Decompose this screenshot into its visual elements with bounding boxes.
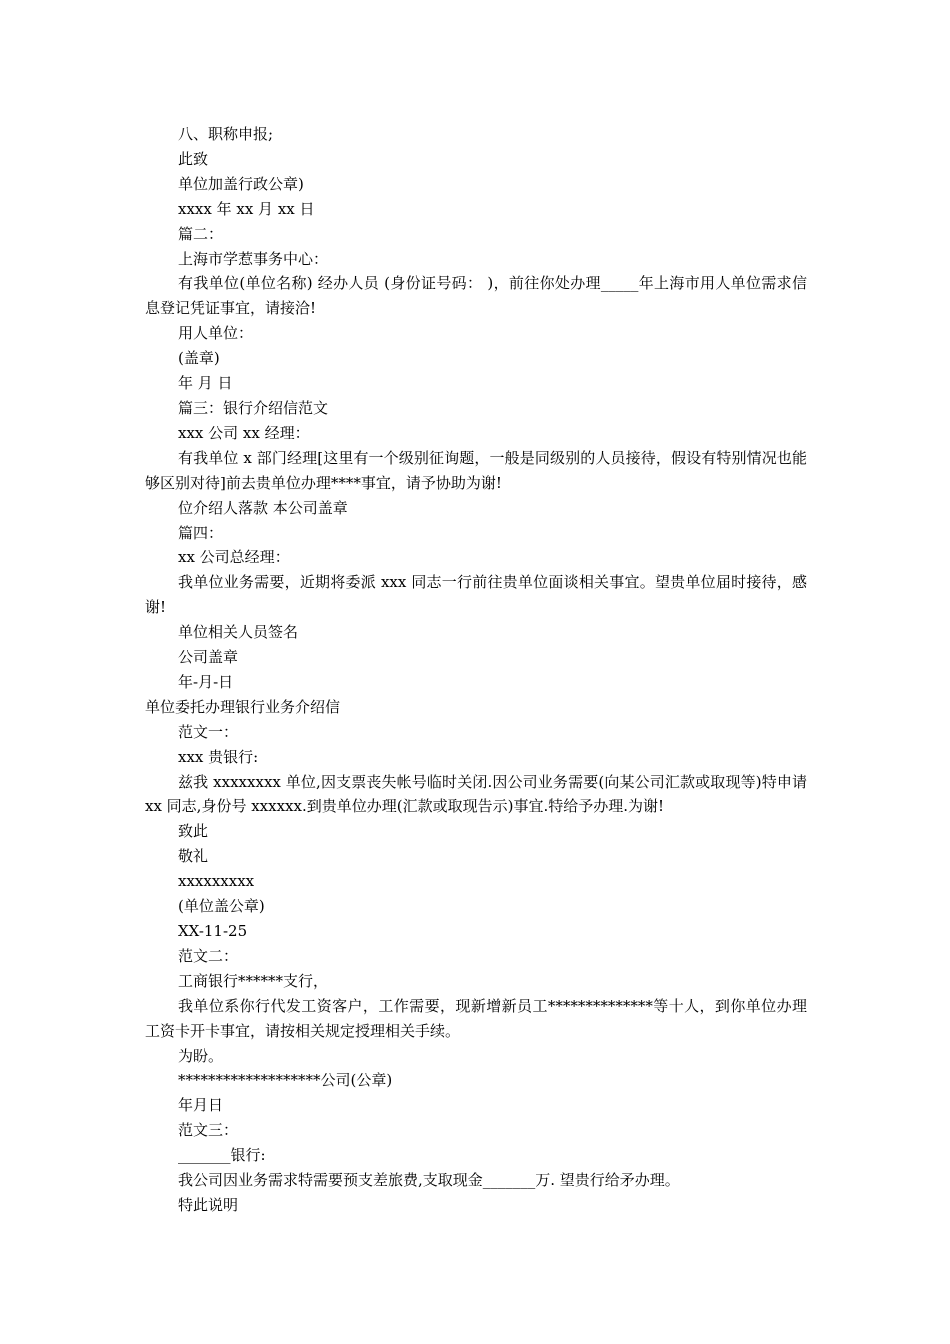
text-line: 范文一： xyxy=(178,722,239,741)
text-line: _______银行: xyxy=(178,1146,266,1165)
text-line: 上海市学惹事务中心： xyxy=(178,249,329,268)
text-line: 特此说明 xyxy=(178,1195,239,1214)
text-line: 我公司因业务需求特需要预支差旅费,支取现金_______万. 望贵行给矛办理。 xyxy=(178,1171,680,1190)
text-line: 范文二： xyxy=(178,946,239,965)
text-line: 敬礼 xyxy=(178,847,209,866)
text-line: 用人单位： xyxy=(178,324,254,343)
text-line: 单位相关人员签名 xyxy=(178,623,299,642)
text-line: XX-11-25 xyxy=(178,922,248,940)
text-line: 篇三：银行介绍信范文 xyxy=(178,398,329,417)
text-line: 有我单位 x 部门经理[这里有一个级别征询题，一般是同级别的人员接待，假设有特别情况也能够区别对待]前去贵单位办理****事宜，请予协助为谢! xyxy=(145,448,807,492)
text-line: (盖章) xyxy=(178,349,220,368)
text-line: 此致 xyxy=(178,149,209,168)
text-line: 单位加盖行政公章) xyxy=(178,174,304,193)
document-page xyxy=(145,122,807,1218)
text-line: xxxxxxxxx xyxy=(178,872,255,891)
text-line: xxxx 年 xx 月 xx 日 xyxy=(178,199,315,218)
text-line: xxx 公司 xx 经理： xyxy=(178,423,310,442)
text-line: 年-月-日 xyxy=(178,672,234,691)
text-line: 公司盖章 xyxy=(178,648,239,667)
text-line: xx 公司总经理： xyxy=(178,548,290,567)
text-line: 位介绍人落款 本公司盖章 xyxy=(178,498,348,517)
text-line: 有我单位(单位名称) 经办人员 (身份证号码： )，前往你处办理_____年上海市用人单位需求信息登记凭证事宜，请接洽! xyxy=(145,274,807,318)
text-line: 致此 xyxy=(178,822,209,841)
text-line: xxx 贵银行: xyxy=(178,747,259,766)
text-line: *******************公司(公章) xyxy=(178,1071,393,1090)
text-line: 年月日 xyxy=(178,1096,224,1115)
text-line: 篇四： xyxy=(178,523,224,542)
text-line: 我单位业务需要，近期将委派 xxx 同志一行前往贵单位面谈相关事宜。望贵单位届时接待，感谢! xyxy=(145,573,807,617)
text-line: 年 月 日 xyxy=(178,374,233,393)
text-line: 篇二： xyxy=(178,224,224,243)
text-line: 范文三： xyxy=(178,1121,239,1140)
text-line: 八、职称申报; xyxy=(178,125,274,143)
text-line: 工商银行******支行， xyxy=(178,971,329,990)
text-line: 我单位系你行代发工资客户，工作需要，现新增新员工**************等十人，到你单位办理工资卡开卡事宜，请按相关规定授理相关手续。 xyxy=(145,996,807,1040)
text-line: 单位委托办理银行业务介绍信 xyxy=(145,697,341,716)
text-line: 兹我 xxxxxxxx 单位,因支票丧失帐号临时关闭.因公司业务需要(向某公司汇款或取现等)特申请 xx 同志,身份号 xxxxxx.到贵单位办理(汇款或取现告示)事宜.特给予办理.为谢! xyxy=(145,772,807,816)
text-line: (单位盖公章) xyxy=(178,897,265,916)
text-line: 为盼。 xyxy=(178,1046,224,1065)
